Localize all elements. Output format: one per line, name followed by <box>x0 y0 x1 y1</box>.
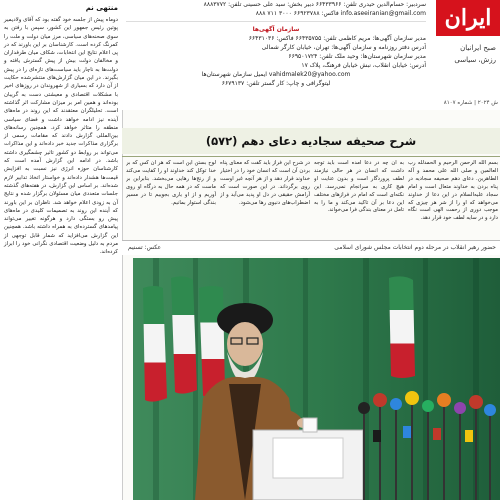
info-row-provinces: مدیر سازمان شهرستان‌ها: وحید ملک تلفن: ۶۶۹۵۰۱۷۲۴ <box>288 53 426 60</box>
info-row-ads-manager: مدیر سازمان آگهی‌ها: مریم کاظمی تلفن: ۶۶۴۳۵۷۵۵ فاکس: ۶۶۴۳۱۰۳۶ <box>248 35 426 42</box>
article-column-2: به آن چه در دعا آمده است باید توجه داشت که انسان در هر حالی نیازمند لطف پروردگار است و بدون عنایت او هیچ کاری به سرانجام نمی‌رسد. این نکته‌ای است که امام در فرازهای مختلف این دعا بر آن تاکید می‌کند و ما را به تامل در معنای بندگی فرا می‌خواند. <box>314 160 404 214</box>
left-column <box>0 0 123 500</box>
masthead-sub-line2: رزش، سیاسی <box>454 56 496 64</box>
info-row-editor: سردبیر: حسام‌الدین حیدری تلفن: ۶۶۴۳۳۹۶۶ دبیر بخش: سید علی حسینی تلفن: ۸۸۸۳۷۷۲ <box>203 1 426 8</box>
article-column-3: در شرح این فراز باید گفت که معنای پناه بردن آن است که انسان خود را در اختیار خداوند قرار دهد و از هر آنچه غیر اوست روی برگرداند. در این صورت است که آرامش حقیقی در دل او پدید می‌آید و از اضطراب‌های دنیوی رها می‌شود. <box>220 160 310 206</box>
info-row-address: آدرس دفتر روزنامه و سازمان آگهی‌ها: تهران، خیابان کارگر شمالی <box>261 44 426 51</box>
info-row-print: لیتوگرافی و چاپ: کار گستر تلفن: ۶۶۷۹۱۳۷ <box>221 80 331 87</box>
ballot-box-icon <box>253 418 363 500</box>
left-column-text: دوماه پیش از جلسه خود گفته بود که آقای ولادیمیر پوتین رئیس جمهور این کشور، سپس با رفتن به سوی صحنه‌های سیاسی، مرز میان دولت و ملت را کمرنگ کرده است. کارشناسان بر این باورند که در پی اعلام نتایج این انتخابات، شکاف میان طرفداران و مخالفان دولت بیش از پیش گسترش یافته و دولت‌ها به ناچار باید سیاست‌های تازه‌ای را در پیش بگیرند. در این میان گزارش‌های منتشرشده حکایت از آن دارد که بسیاری از شهروندان در روزهای اخیر با مشکلات اقتصادی و معیشتی دست به گریبان بوده‌اند و همین امر بر میزان مشارکت اثر گذاشته است. تحلیلگران معتقدند که این روند در ماه‌های آینده نیز ادامه خواهد داشت و فضای سیاسی منطقه را متاثر خواهد کرد. همچنین رسانه‌های بین‌المللی گزارش دادند که مقامات رسمی از برگزاری مذاکرات جدید خبر داده‌اند و این مذاکرات می‌تواند بر روابط دو کشور تاثیر چشمگیری داشته باشد. در ادامه این گزارش آمده است که کارشناسان حوزه انرژی نیز نسبت به افزایش قیمت‌ها هشدار داده‌اند و خواستار اتخاذ تدابیر لازم شده‌اند. بر اساس این گزارش، در هفته‌های گذشته جلسات متعددی میان مسئولان برگزار شده و نتایج آن به زودی اعلام خواهد شد. ناظران بر این باورند که آینده این روند به تصمیمات کلیدی در ماه‌های پیش رو بستگی دارد و هرگونه تغییر می‌تواند پیامدهای گسترده‌ای به همراه داشته باشد. همچنین این گزارش می‌افزاید که شمار قابل توجهی از مردم به دلیل وضعیت اقتصادی نگرانی خود را ابراز کرده‌اند. <box>4 17 118 256</box>
masthead-info <box>126 0 426 110</box>
info-row-email: vahidmalek20@yahoo.com ایمیل سازمان شهرستان‌ها <box>201 71 351 78</box>
photo-caption-bar <box>122 240 500 255</box>
title-divider <box>122 156 500 157</box>
article-column-4: لوح بستن این است که هر آن کس که بر خدا توکل کند خداوند او را کفایت می‌کند و از رنج‌ها رهایی می‌بخشد. بنابراین بر ماست که در همه حال به درگاه او روی آوریم و از او یاری بجوییم تا در مسیر بندگی استوار بمانیم. <box>126 160 216 206</box>
photo-caption: حضور رهبر انقلاب در مرحله دوم انتخابات مجلس شورای اسلامی <box>334 244 496 251</box>
photo-illustration <box>133 258 500 500</box>
election-photo <box>133 258 500 500</box>
divider <box>126 21 426 22</box>
left-column-title: منتهی نم <box>85 4 118 12</box>
masthead-sub-line1: صبح ایرانیان <box>460 44 496 52</box>
masthead-subtitle <box>436 42 496 66</box>
issue-line: ش ۲۰۲۴ | شماره ۸۱۰۷ <box>443 100 498 106</box>
article-title: شرح صحیفه سجادیه دعای دهم (۵۷۲) <box>205 134 417 148</box>
info-row-address2: آدرس: خیابان انقلاب، نبش خیابان فرهنگ، پلاک ۱۷ <box>301 62 426 69</box>
info-row-ads-header: سازمان آگهی‌ها <box>252 26 300 33</box>
info-row-contact: info.aseeiranian@gmail.com فاکس: ۶۶۹۲۳۷۸۸ ۳۰۰۰ ۷۱۱ ۸۸۸ <box>255 10 426 17</box>
masthead <box>120 0 500 110</box>
article-body <box>126 160 498 236</box>
newspaper-logo: ایران <box>436 0 500 36</box>
article-column-1: بسم الله الرحمن الرحیم و الحمدلله رب العالمین و صلی الله علی محمد و آله الطاهرین. دعای دهم صحیفه سجادیه در پناه بردن به خداوند متعال است و امام سجاد علیه‌السلام در این دعا از خداوند می‌خواهد که او را از شر هر چیزی که موجب دوری از رحمت الهی است نگاه دارد و در سایه لطف خود قرار دهد. <box>408 160 498 222</box>
photo-credit: عکس: تسنیم <box>128 244 162 251</box>
